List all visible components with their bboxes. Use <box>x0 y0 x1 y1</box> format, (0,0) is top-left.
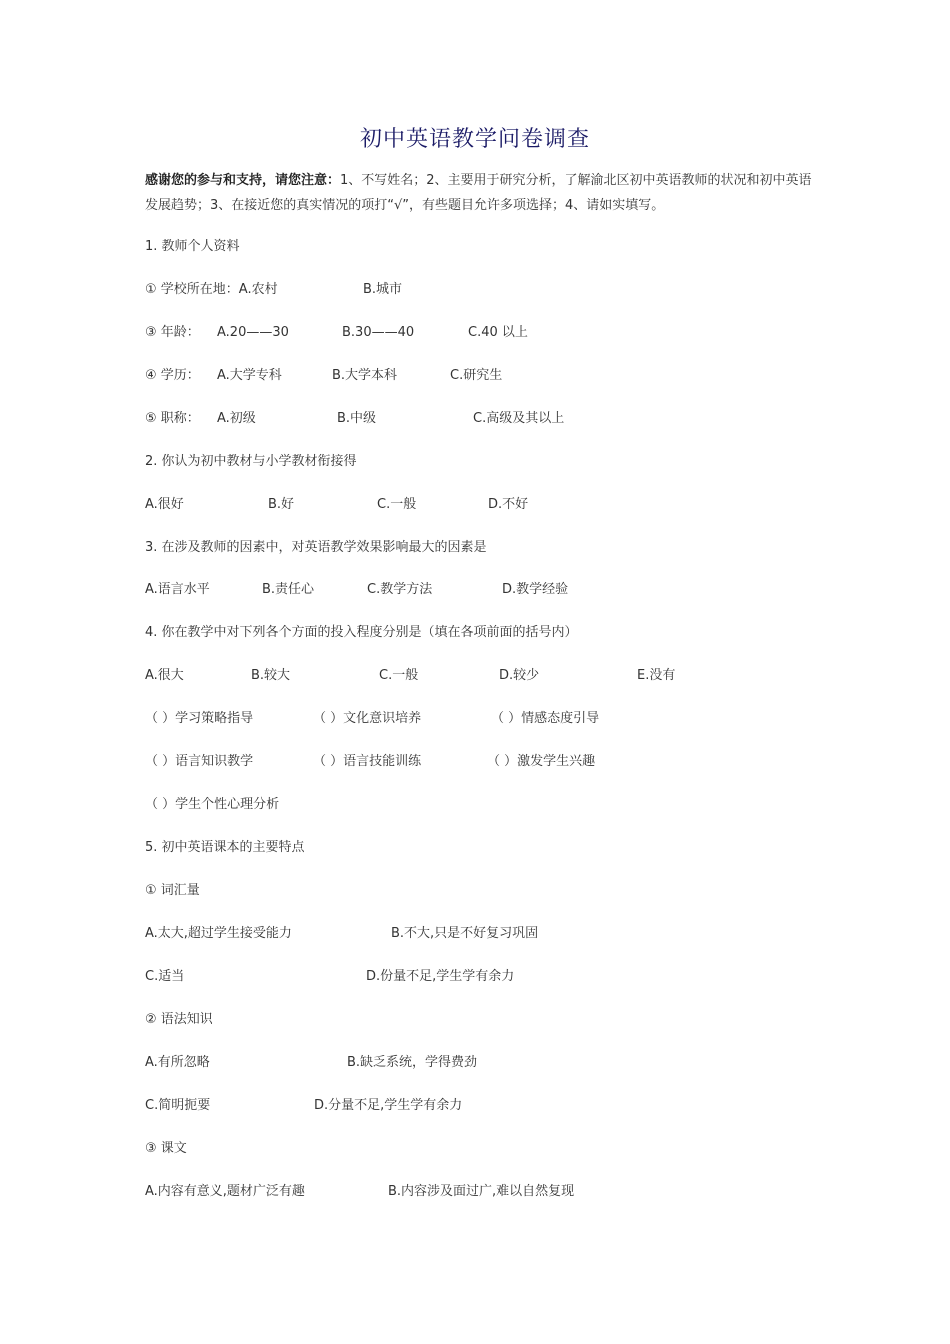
answer-option: C.教学方法 <box>367 582 433 597</box>
answer-option: A.内容有意义,题材广泛有趣 <box>145 1184 305 1199</box>
answer-option: B.内容涉及面过广,难以自然复现 <box>388 1184 575 1199</box>
answer-option: B.不大,只是不好复习巩固 <box>391 926 539 941</box>
answer-option: C.一般 <box>379 668 419 683</box>
question-text: ③ 课文 <box>145 1141 187 1156</box>
answer-option: C.高级及其以上 <box>473 411 565 426</box>
answer-option: A.很好 <box>145 497 184 512</box>
answer-option: D.份量不足,学生学有余力 <box>366 969 515 984</box>
answer-option: ① 学校所在地：A.农村 <box>145 282 278 297</box>
answer-option: （ ）语言技能训练 <box>313 754 422 769</box>
answer-option: ④ 学历： <box>145 368 200 383</box>
answer-option: A.太大,超过学生接受能力 <box>145 926 292 941</box>
answer-option: B.大学本科 <box>332 368 398 383</box>
answer-option: E.没有 <box>637 668 676 683</box>
answer-option: D.不好 <box>488 497 529 512</box>
answer-option: C.简明扼要 <box>145 1098 211 1113</box>
answer-option: D.教学经验 <box>502 582 569 597</box>
answer-option: （ ）语言知识教学 <box>145 754 254 769</box>
intro-text: 1、不写姓名；2、主要用于研究分析，了解渝北区初中英语教师的状况和初中英语发展趋势；3、在接近您的真实情况的项打“√”，有些题目允许多项选择；4、请如实填写。 <box>145 173 812 213</box>
intro-paragraph <box>145 168 815 218</box>
question-text: 4. 你在教学中对下列各个方面的投入程度分别是（填在各项前面的括号内） <box>145 625 578 640</box>
answer-option: （ ）情感态度引导 <box>491 711 600 726</box>
answer-option: ⑤ 职称： <box>145 411 200 426</box>
answer-option: A.初级 <box>217 411 256 426</box>
answer-option: B.30——40 <box>342 325 415 340</box>
answer-option: C.一般 <box>377 497 417 512</box>
intro-notice: 感谢您的参与和支持，请您注意： <box>145 173 341 188</box>
answer-option: C.40 以上 <box>468 325 528 340</box>
answer-option: B.较大 <box>251 668 291 683</box>
answer-option: D.分量不足,学生学有余力 <box>314 1098 463 1113</box>
page-title: 初中英语教学问卷调查 <box>359 127 590 152</box>
answer-option: B.城市 <box>363 282 403 297</box>
question-text: 1. 教师个人资料 <box>145 239 240 254</box>
answer-option: B.好 <box>268 497 295 512</box>
answer-option: （ ）文化意识培养 <box>313 711 422 726</box>
answer-option: A.语言水平 <box>145 582 210 597</box>
answer-option: B.中级 <box>337 411 377 426</box>
answer-option: （ ）学习策略指导 <box>145 711 254 726</box>
answer-option: A.有所忽略 <box>145 1055 210 1070</box>
question-text: ② 语法知识 <box>145 1012 213 1027</box>
answer-option: A.20——30 <box>217 325 289 340</box>
answer-option: C.适当 <box>145 969 185 984</box>
question-text: 2. 你认为初中教材与小学教材衔接得 <box>145 454 357 469</box>
answer-option: A.很大 <box>145 668 184 683</box>
answer-option: ③ 年龄： <box>145 325 200 340</box>
answer-option: B.责任心 <box>262 582 315 597</box>
answer-option: （ ）激发学生兴趣 <box>487 754 596 769</box>
question-text: 5. 初中英语课本的主要特点 <box>145 840 305 855</box>
question-text: 3. 在涉及教师的因素中，对英语教学效果影响最大的因素是 <box>145 540 487 555</box>
answer-option: D.较少 <box>499 668 540 683</box>
question-text: （ ）学生个性心理分析 <box>145 797 280 812</box>
question-text: ① 词汇量 <box>145 883 200 898</box>
answer-option: B.缺乏系统，学得费劲 <box>347 1055 478 1070</box>
answer-option: A.大学专科 <box>217 368 282 383</box>
answer-option: C.研究生 <box>450 368 503 383</box>
